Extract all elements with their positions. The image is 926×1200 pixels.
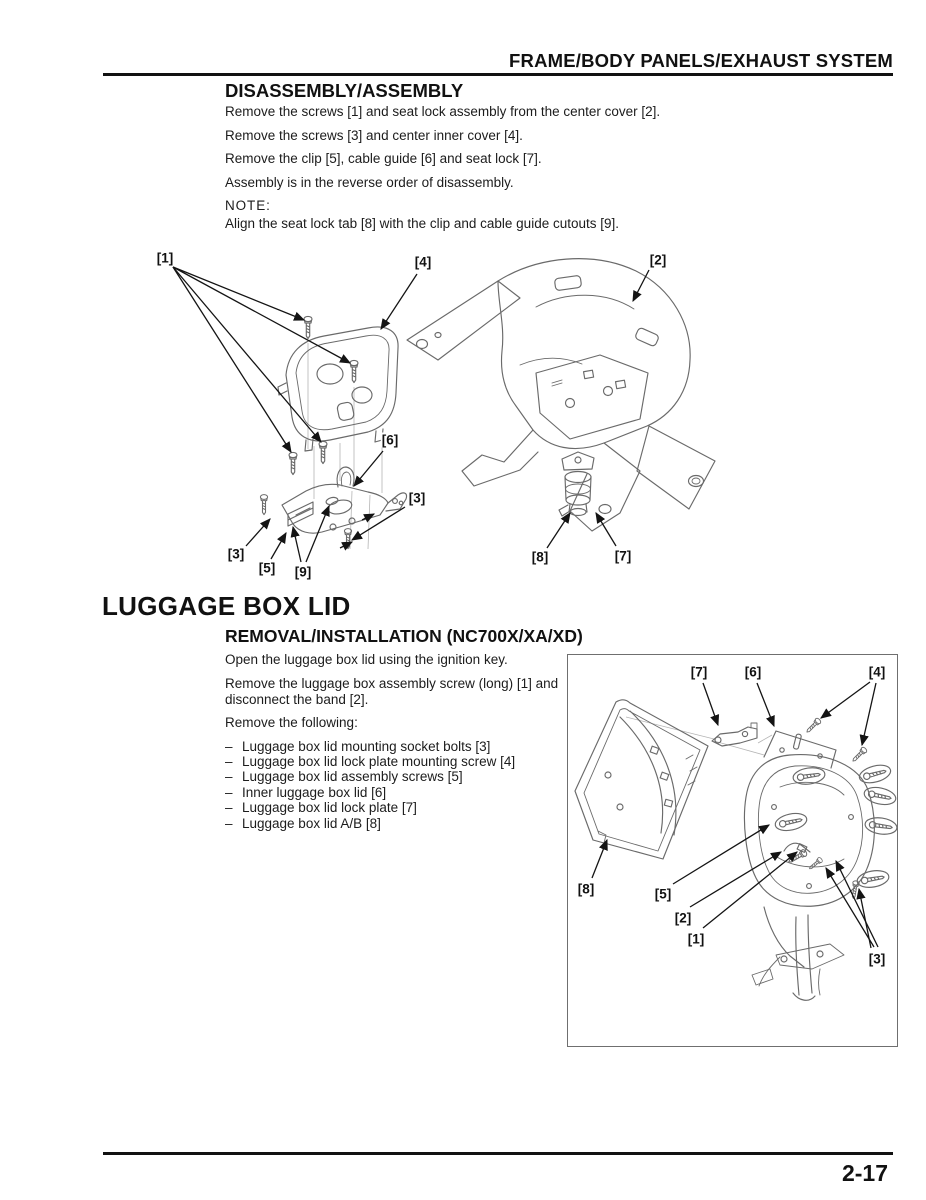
part-label: [2] bbox=[674, 910, 692, 926]
list-bullet: – bbox=[225, 753, 233, 769]
part-label: [6] bbox=[381, 432, 399, 448]
part-label: [3] bbox=[408, 490, 426, 506]
disassembly-text bbox=[225, 104, 825, 240]
part-label: [8] bbox=[531, 549, 549, 565]
part-label: [5] bbox=[654, 886, 672, 902]
note-text: Align the seat lock tab [8] with the clip and cable guide cutouts [9]. bbox=[225, 216, 619, 231]
list-item-text: Luggage box lid lock plate mounting screw [4] bbox=[242, 753, 516, 769]
part-label: [9] bbox=[294, 564, 312, 580]
luggage-box-illustration bbox=[568, 655, 897, 1046]
part-label: [7] bbox=[614, 548, 632, 564]
list-bullet: – bbox=[225, 800, 233, 816]
part-label: [1] bbox=[156, 250, 174, 266]
part-label: [2] bbox=[649, 252, 667, 268]
part-label: [4] bbox=[868, 664, 886, 680]
section-heading-disassembly: DISASSEMBLY/ASSEMBLY bbox=[225, 80, 464, 101]
footer-rule bbox=[103, 1152, 893, 1155]
list-item-text: Luggage box lid assembly screws [5] bbox=[242, 769, 463, 785]
list-item-text: Luggage box lid lock plate [7] bbox=[242, 800, 417, 816]
part-label: [3] bbox=[227, 546, 245, 562]
seat-lock-diagram bbox=[100, 243, 748, 593]
part-label: [1] bbox=[687, 931, 705, 947]
section-heading-removal-installation: REMOVAL/INSTALLATION (NC700X/XA/XD) bbox=[225, 626, 583, 646]
paragraph: Remove the screws [3] and center inner cover [4]. bbox=[225, 127, 523, 143]
part-label: [6] bbox=[744, 664, 762, 680]
part-label: [4] bbox=[414, 254, 432, 270]
list-item bbox=[225, 785, 570, 800]
seat-lock-illustration bbox=[100, 243, 748, 593]
note-label: NOTE: bbox=[225, 198, 271, 213]
list-item bbox=[225, 816, 570, 831]
list-item-text: Luggage box lid mounting socket bolts [3] bbox=[242, 738, 491, 754]
luggage-text bbox=[225, 652, 570, 831]
list-item bbox=[225, 754, 570, 769]
list-bullet: – bbox=[225, 769, 233, 785]
paragraph: Remove the luggage box assembly screw (long) [1] and disconnect the band [2]. bbox=[225, 675, 559, 707]
part-label: [5] bbox=[258, 560, 276, 576]
list-item bbox=[225, 800, 570, 815]
removal-item-list bbox=[225, 739, 570, 831]
paragraph: Assembly is in the reverse order of disassembly. bbox=[225, 174, 514, 190]
part-label: [3] bbox=[868, 951, 886, 967]
list-item-text: Luggage box lid A/B [8] bbox=[242, 815, 381, 831]
list-item-text: Inner luggage box lid [6] bbox=[242, 784, 387, 800]
part-label: [7] bbox=[690, 664, 708, 680]
list-bullet: – bbox=[225, 738, 233, 754]
paragraph: Remove the following: bbox=[225, 715, 358, 730]
list-bullet: – bbox=[225, 815, 233, 831]
luggage-box-diagram bbox=[567, 654, 898, 1047]
part-label: [8] bbox=[577, 881, 595, 897]
page-header-title: FRAME/BODY PANELS/EXHAUST SYSTEM bbox=[509, 50, 893, 71]
page-number: 2-17 bbox=[841, 1160, 888, 1186]
header-rule bbox=[103, 73, 893, 76]
list-bullet: – bbox=[225, 784, 233, 800]
list-item bbox=[225, 739, 570, 754]
paragraph: Remove the screws [1] and seat lock assembly from the center cover [2]. bbox=[225, 104, 661, 119]
paragraph: Open the luggage box lid using the ignition key. bbox=[225, 652, 508, 667]
section-heading-luggage-box-lid: LUGGAGE BOX LID bbox=[102, 591, 351, 621]
list-item bbox=[225, 769, 570, 784]
paragraph: Remove the clip [5], cable guide [6] and seat lock [7]. bbox=[225, 151, 542, 166]
